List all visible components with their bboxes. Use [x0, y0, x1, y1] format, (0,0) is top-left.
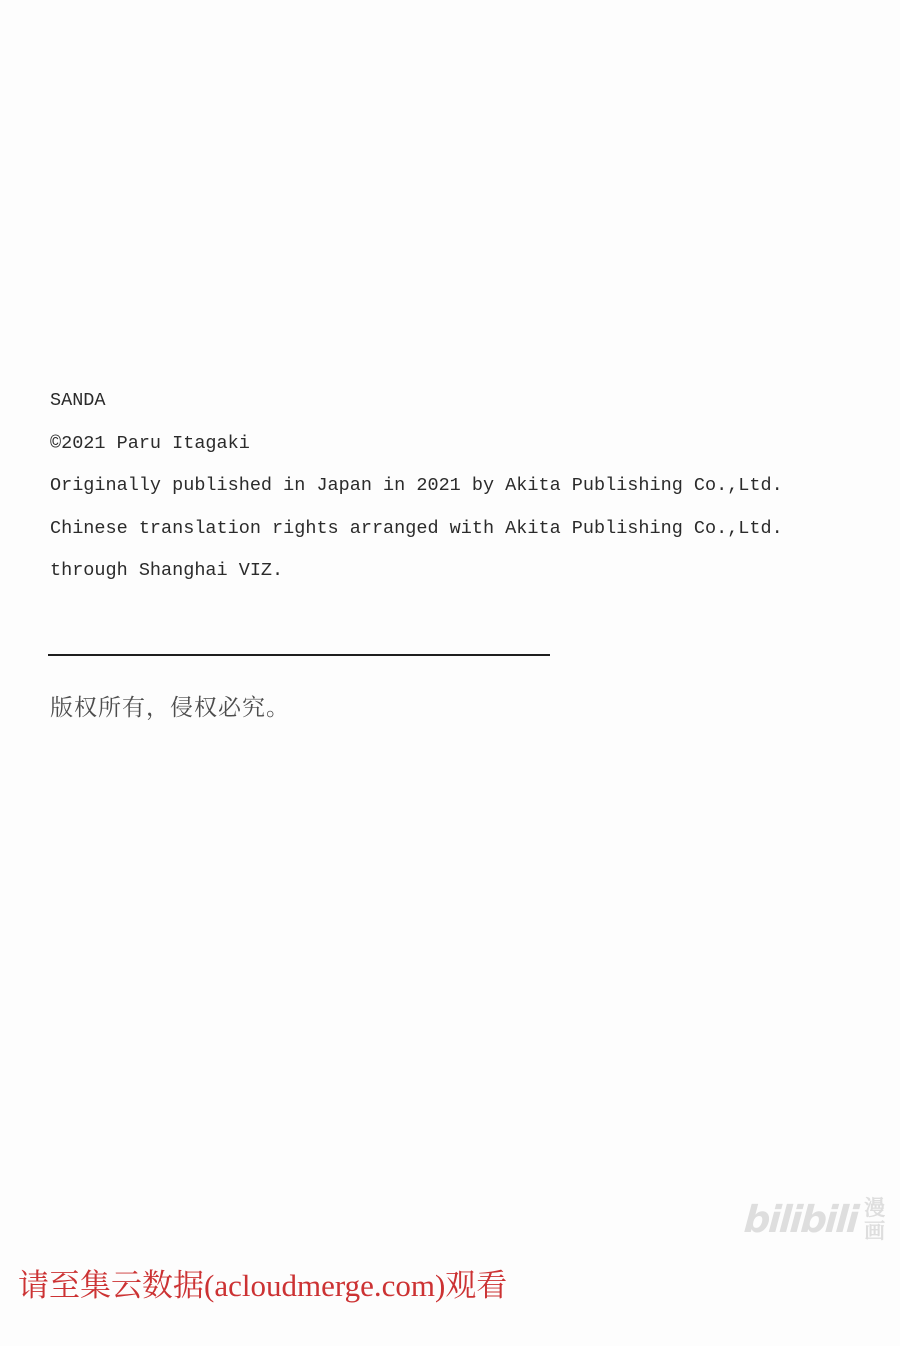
- colophon-line-translation: Chinese translation rights arranged with Akita Publishing Co.,Ltd.: [50, 517, 783, 539]
- rights-notice: 版权所有，侵权必究。: [50, 695, 290, 720]
- colophon-line-agent: through Shanghai VIZ.: [50, 560, 284, 581]
- pirate-site-notice: 请至集云数据(acloudmerge.com)观看: [18, 1268, 508, 1303]
- colophon-block: [50, 380, 783, 593]
- divider-line: [48, 654, 550, 656]
- manga-label: [864, 1197, 885, 1243]
- manga-label-bottom-char: 画: [864, 1220, 886, 1243]
- bilibili-manga-logo: [744, 1194, 885, 1246]
- bilibili-wordmark: bilibili: [742, 1198, 859, 1241]
- colophon-line-copyright: ©2021 Paru Itagaki: [50, 432, 250, 454]
- manga-label-top-char: 漫: [864, 1197, 886, 1220]
- colophon-line-title: SANDA: [50, 390, 106, 411]
- colophon-line-publisher: Originally published in Japan in 2021 by Akita Publishing Co.,Ltd.: [50, 475, 783, 496]
